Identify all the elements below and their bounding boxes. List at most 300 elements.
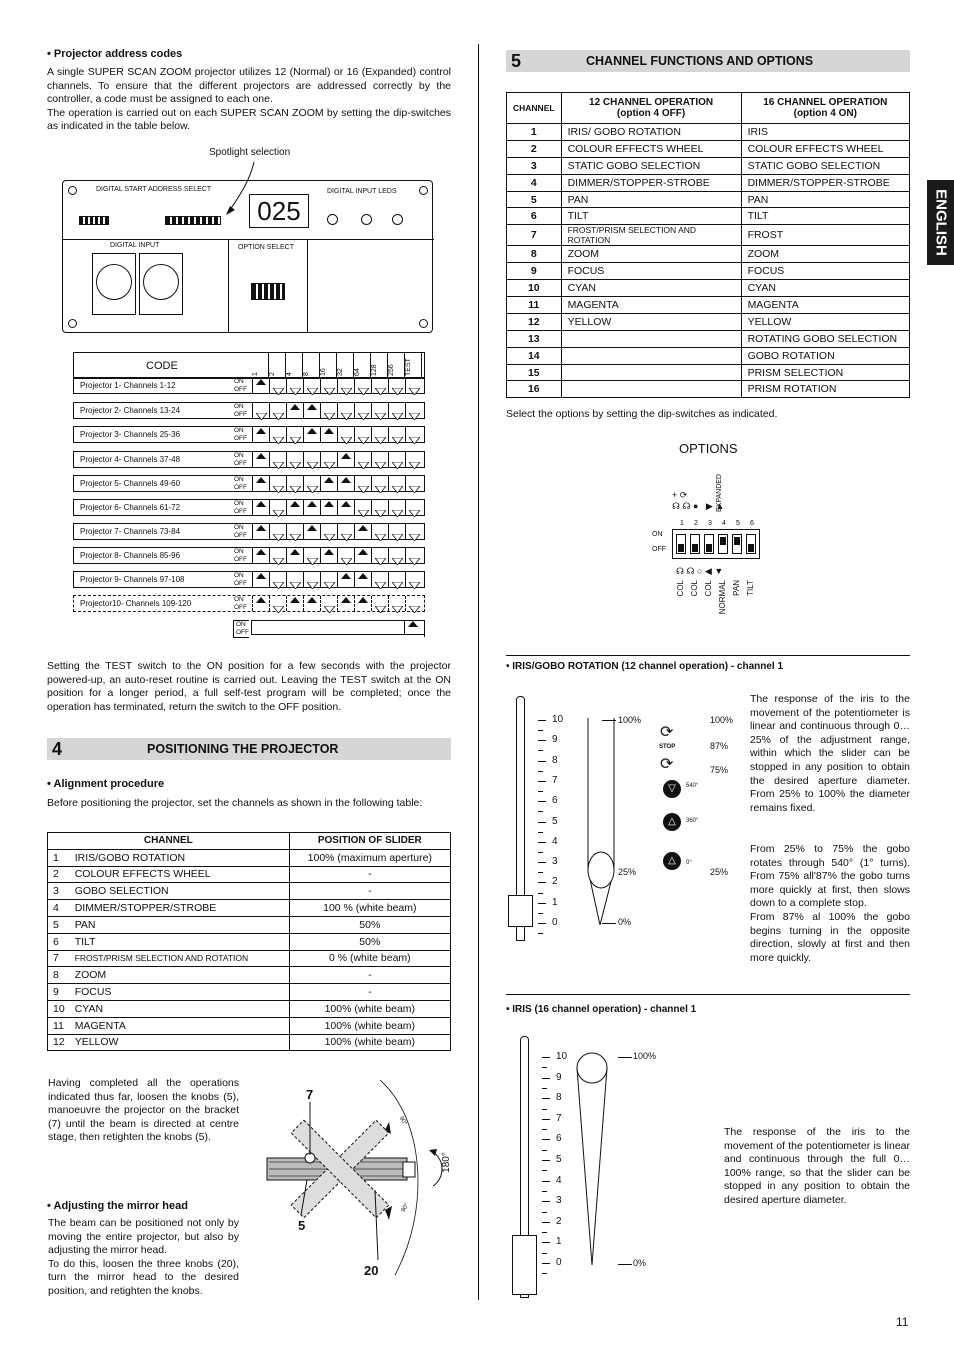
- pos-value: 100% (maximum aperture): [289, 849, 450, 866]
- dip-bit-8: [303, 524, 320, 539]
- ch-16: ROTATING GOBO SELECTION: [741, 330, 909, 347]
- ch-12: FOCUS: [561, 263, 741, 280]
- scale-label: 6: [552, 795, 558, 807]
- dip-bit-test: [405, 452, 422, 467]
- address-display: 025: [249, 194, 309, 228]
- scale-label: 1: [556, 1236, 562, 1248]
- projector-label: Projector 2- Channels 13-24: [80, 406, 181, 415]
- opt-on: ON: [652, 531, 663, 538]
- angle-label-bottom: 90°: [400, 1202, 411, 1214]
- opt-bottom-label: COL: [690, 580, 699, 597]
- align-title: • Alignment procedure: [47, 778, 165, 790]
- channel-row: [507, 381, 910, 398]
- ch-12: PAN: [561, 191, 741, 208]
- dip-bit-16: [320, 596, 337, 611]
- dip-bit-256: [388, 476, 405, 491]
- pos-row: [48, 916, 451, 933]
- dip-bit-2: [269, 548, 286, 563]
- on-off-labels: ON OFF: [234, 427, 247, 442]
- ch-16: FOCUS: [741, 263, 909, 280]
- dip-bit-32: [337, 378, 354, 393]
- digital-input-label: DIGITAL INPUT: [110, 242, 160, 249]
- projector-code-row: [73, 377, 425, 394]
- dip-bit-128: [371, 378, 388, 393]
- projector-label: Projector 3- Channels 25-36: [80, 430, 181, 439]
- mirror-title: • Adjusting the mirror head: [47, 1200, 188, 1212]
- pos-value: 50%: [289, 933, 450, 950]
- channel-row: [507, 208, 910, 225]
- dip-bit-16: [320, 524, 337, 539]
- align-paragraph: Before positioning the projector, set the channels as shown in the following table:: [47, 797, 423, 809]
- on-off-labels: ON OFF: [234, 596, 247, 611]
- ch-16: PRISM SELECTION: [741, 364, 909, 381]
- scale-label: 5: [556, 1154, 562, 1165]
- option-dip-switch[interactable]: [251, 283, 285, 300]
- channel-row: [507, 225, 910, 246]
- ch-num: 1: [507, 124, 562, 141]
- dip-bit-8: [303, 403, 320, 418]
- dip-bit-1: [252, 548, 269, 563]
- pos-row: [48, 967, 451, 984]
- ch-16: PRISM ROTATION: [741, 381, 909, 398]
- dip-bit-128: [371, 548, 388, 563]
- dip-bit-1: [252, 403, 269, 418]
- scale-label: 3: [556, 1195, 562, 1207]
- pos-name: ZOOM: [70, 967, 289, 984]
- dip-bit-4: [286, 548, 303, 563]
- position-table: [47, 832, 451, 1051]
- dip-bit-32: [337, 524, 354, 539]
- fader16-knob[interactable]: [512, 1235, 537, 1295]
- knob-20-label: 20: [364, 1263, 379, 1278]
- pos-value: 0 % (white beam): [289, 950, 450, 967]
- pos-row: [48, 933, 451, 950]
- projector-label: Projector 5- Channels 49-60: [80, 479, 181, 488]
- ch-16: ZOOM: [741, 246, 909, 263]
- code-col-128: 128: [371, 353, 388, 378]
- dip-bit-256: [388, 524, 405, 539]
- dip-bit-16: [320, 427, 337, 442]
- gobo-75: 75%: [710, 765, 729, 775]
- dip-bit-8: [303, 596, 320, 611]
- projector-label: Projector10- Channels 109-120: [80, 599, 192, 608]
- dip-bit-1: [252, 500, 269, 515]
- divider-1: [506, 655, 910, 656]
- scale-label: 10: [556, 1051, 568, 1062]
- dip-bit-test: [405, 548, 422, 563]
- iris-desc-2: From 25% to 75% the gobo rotates through 540° (1° turns). From 75% all'87% the gobo turns more quickly at first, then slows down to a complete stop. From 87% al 100% the gobo begins turning in the opposite direction, slowly at first and then more quickly.: [750, 843, 910, 964]
- column-divider: [478, 44, 479, 1300]
- dip-bit-128: [371, 476, 388, 491]
- input-leds-label: DIGITAL INPUT LEDS: [327, 188, 397, 195]
- ch-16: PAN: [741, 191, 909, 208]
- channel-row: [507, 330, 910, 347]
- scale-label: 4: [556, 1174, 562, 1186]
- dip-bit-2: [269, 476, 286, 491]
- ch-12: [561, 330, 741, 347]
- scale-label: 0: [552, 917, 558, 928]
- dip-bit-1: [252, 378, 269, 393]
- pos-num: 6: [48, 933, 70, 950]
- dip-bit-64: [354, 476, 371, 491]
- ch-12: ZOOM: [561, 246, 741, 263]
- channel-row: [507, 263, 910, 280]
- pos-row: [48, 1034, 451, 1051]
- channel-row: [507, 174, 910, 191]
- pos-num: 11: [48, 1017, 70, 1034]
- dip-bit-256: [388, 427, 405, 442]
- pos-col-slider: POSITION OF SLIDER: [289, 833, 450, 850]
- dip-bit-1: [252, 524, 269, 539]
- projector-label: Projector 1- Channels 1-12: [80, 381, 176, 390]
- section-5-bar: [506, 50, 910, 72]
- on-off-labels: ON OFF: [233, 620, 249, 638]
- pos-num: 3: [48, 883, 70, 900]
- pos-row: [48, 849, 451, 866]
- option-switch-2[interactable]: [690, 534, 700, 554]
- iris16-shape: [576, 1050, 610, 1270]
- ch-16: CYAN: [741, 280, 909, 297]
- scale-label: 9: [552, 734, 558, 746]
- spotlight-label: Spotlight selection: [209, 147, 291, 158]
- option-switch-3[interactable]: [704, 534, 714, 554]
- section-4-title: POSITIONING THE PROJECTOR: [147, 742, 339, 756]
- pos-num: 4: [48, 900, 70, 917]
- iris-0: 0%: [618, 917, 632, 927]
- code-header-box: [73, 352, 425, 379]
- dip-bit-16: [320, 476, 337, 491]
- dip-bit-16: [320, 500, 337, 515]
- dip-bit-32: [337, 596, 354, 611]
- scale-label: 4: [552, 835, 558, 847]
- dip-bit-128: [371, 596, 388, 611]
- iris16-100: 100%: [633, 1051, 657, 1061]
- dip-bit-1: [252, 596, 269, 611]
- option-icons-bottom: ☊ ☊ ○ ◀ ▼: [676, 566, 724, 576]
- dip-bit-128: [371, 500, 388, 515]
- channel-row: [507, 191, 910, 208]
- dip-bit-test: [405, 403, 422, 418]
- led-2: [361, 214, 372, 225]
- scale-label: 2: [556, 1215, 562, 1227]
- scale-label: 0: [556, 1257, 562, 1268]
- dip-bit-4: [286, 596, 303, 611]
- pos-value: -: [289, 967, 450, 984]
- pos-num: 1: [48, 849, 70, 866]
- ch-12: [561, 347, 741, 364]
- screw-bl: [68, 319, 77, 328]
- ch-16: STATIC GOBO SELECTION: [741, 157, 909, 174]
- dip-bit-128: [371, 403, 388, 418]
- iris16-desc: The response of the iris to the movement of the potentiometer is linear and continuous through the full 0…100% range, so that the slider can be stopped in any position to obtain the desired aperture diameter.: [724, 1126, 910, 1206]
- ch-12: DIMMER/STOPPER-STROBE: [561, 174, 741, 191]
- dip-bit-1: [252, 476, 269, 491]
- option-select-label: OPTION SELECT: [238, 244, 295, 251]
- ch-num: 5: [507, 191, 562, 208]
- pos-value: 100% (white beam): [289, 1000, 450, 1017]
- projector-label: Projector 7- Channels 73-84: [80, 527, 181, 536]
- led-3: [392, 214, 403, 225]
- dip-bit-32: [337, 500, 354, 515]
- scale-label: 7: [556, 1112, 562, 1124]
- pos-value: 100% (white beam): [289, 1017, 450, 1034]
- code-col-32: 32: [337, 353, 354, 378]
- channel-table: [506, 92, 910, 398]
- pos-value: 100% (white beam): [289, 1034, 450, 1051]
- channel-row: [507, 157, 910, 174]
- option-switch-5[interactable]: [732, 534, 742, 554]
- pos-value: 100 % (white beam): [289, 900, 450, 917]
- dip-bit-32: [337, 548, 354, 563]
- dip-bit-8: [303, 548, 320, 563]
- ch-12: IRIS/ GOBO ROTATION: [561, 124, 741, 141]
- dip-bit-256: [388, 378, 405, 393]
- dip-bit-128: [371, 524, 388, 539]
- iris-gobo-title: • IRIS/GOBO ROTATION (12 channel operation) - channel 1: [506, 661, 784, 672]
- on-off-labels: ON OFF: [234, 524, 247, 539]
- gobo-360: 360°: [686, 818, 699, 824]
- dip-bit-4: [286, 524, 303, 539]
- knob-5-label: 5: [298, 1218, 306, 1233]
- pos-name: PAN: [70, 916, 289, 933]
- dip-bit-test: [405, 476, 422, 491]
- on-off-labels: ON OFF: [234, 500, 247, 515]
- dip-bit-1: [252, 572, 269, 587]
- ch-16: IRIS: [741, 124, 909, 141]
- pos-value: -: [289, 883, 450, 900]
- dip-bit-test: [405, 572, 422, 587]
- ch-16: GOBO ROTATION: [741, 347, 909, 364]
- scale-label: 7: [552, 774, 558, 786]
- rotation-180-label: 180°: [440, 1152, 452, 1173]
- opt-bottom-label: COL: [704, 580, 713, 597]
- pos-row: [48, 1017, 451, 1034]
- ch-16: YELLOW: [741, 313, 909, 330]
- option-switch-4[interactable]: [718, 534, 728, 554]
- dip-bit-test: [405, 427, 422, 442]
- gobo-87: 87%: [710, 741, 729, 751]
- ch-num: 12: [507, 313, 562, 330]
- scale-label: 8: [552, 754, 558, 766]
- dip-bit-16: [320, 378, 337, 393]
- dip-bit-4: [286, 378, 303, 393]
- ch-num: 13: [507, 330, 562, 347]
- knob-7-label: 7: [306, 1087, 314, 1102]
- gobo-540: 540°: [686, 783, 699, 789]
- on-off-labels: ON OFF: [234, 452, 247, 467]
- dip-bit-128: [371, 427, 388, 442]
- dip-bit-8: [303, 500, 320, 515]
- opt-bottom-label: PAN: [732, 580, 741, 596]
- options-title: OPTIONS: [679, 441, 738, 456]
- scale-label: 2: [552, 876, 558, 888]
- gobo-540-icon: ▽: [663, 780, 681, 798]
- led-1: [327, 214, 338, 225]
- opt-num: 3: [708, 520, 712, 527]
- pos-row: [48, 950, 451, 967]
- projector-code-row: [73, 426, 425, 443]
- pos-name: CYAN: [70, 1000, 289, 1017]
- ch-12: FROST/PRISM SELECTION AND ROTATION: [561, 225, 741, 246]
- iris-gobo-figure: [506, 690, 744, 960]
- scale-label: 10: [552, 714, 564, 725]
- dip-bit-8: [303, 427, 320, 442]
- pos-num: 10: [48, 1000, 70, 1017]
- on-off-labels: ON OFF: [234, 378, 247, 393]
- pos-value: -: [289, 984, 450, 1001]
- iris16-0: 0%: [633, 1258, 647, 1268]
- pos-name: DIMMER/STOPPER/STROBE: [70, 900, 289, 917]
- dip-bit-4: [286, 427, 303, 442]
- ch-num: 4: [507, 174, 562, 191]
- pos-num: 7: [48, 950, 70, 967]
- ch-12: CYAN: [561, 280, 741, 297]
- options-dip-switch[interactable]: [672, 529, 760, 559]
- scale-label: 1: [552, 896, 558, 908]
- gobo-rotate-icon-1: ⟳: [660, 724, 674, 741]
- pos-name: YELLOW: [70, 1034, 289, 1051]
- screw-br: [419, 319, 428, 328]
- dip-bit-8: [303, 378, 320, 393]
- scale-label: 9: [556, 1071, 562, 1083]
- dip-bit-64: [354, 572, 371, 587]
- ch-num: 14: [507, 347, 562, 364]
- screw-tl: [68, 186, 77, 195]
- pos-num: 12: [48, 1034, 70, 1051]
- dip-bit-16: [320, 452, 337, 467]
- completed-paragraph: Having completed all the operations indicated thus far, loosen the knobs (5), manoeuvre the projector on the bracket (7) until the beam is directed at centre stage, then retighten the knobs (5).: [48, 1077, 239, 1144]
- gobo-rotate-icon-2: ⟳: [660, 756, 674, 773]
- dip-bit-2: [269, 452, 286, 467]
- gobo-25: 25%: [710, 867, 729, 877]
- pos-name: COLOUR EFFECTS WHEEL: [70, 866, 289, 883]
- projector-code-row: [73, 547, 425, 564]
- ch-col-channel: CHANNEL: [507, 93, 562, 124]
- options-dip-figure: [650, 468, 770, 628]
- on-off-labels: ON OFF: [234, 476, 247, 491]
- xlr-input-2: [139, 253, 183, 315]
- projector-code-row: [73, 523, 425, 540]
- code-col-16: 16: [320, 353, 337, 378]
- option-icons-top: + ⟳ ☊ ☊ ● ▶ ▲: [672, 490, 725, 511]
- dip-switch-block-a[interactable]: [79, 216, 109, 225]
- ch-num: 11: [507, 297, 562, 314]
- dip-bit-32: [337, 572, 354, 587]
- opt-num: 1: [680, 520, 684, 527]
- pos-row: [48, 883, 451, 900]
- dip-bit-64: [354, 500, 371, 515]
- dip-bit-64: [354, 452, 371, 467]
- channel-row: [507, 140, 910, 157]
- projector-label: Projector 8- Channels 85-96: [80, 551, 181, 560]
- ch-num: 3: [507, 157, 562, 174]
- channel-row: [507, 313, 910, 330]
- projector-code-row: [73, 571, 425, 588]
- dip-bit-2: [269, 403, 286, 418]
- fader-knob[interactable]: [508, 895, 533, 927]
- channel-row: [507, 297, 910, 314]
- control-panel: [62, 180, 433, 333]
- dip-bit-2: [269, 596, 286, 611]
- iris-desc-1: The response of the iris to the movement of the potentiometer is linear and continuous through 0…25% of the adjustment range, within which the slider can be stopped in any position to obtain the desired aperture diameter. From 25% to 100% the diameter remains fixed.: [750, 693, 910, 814]
- dip-bit-256: [388, 548, 405, 563]
- test-paragraph: Setting the TEST switch to the ON position for a few seconds with the projector powered-up, an auto-reset routine is carried out. Leaving the TEST switch at the ON position for a longer period, a full self-test program will be completed; once the operation has terminated, return the switch to the OFF position.: [47, 660, 451, 713]
- opt-off: OFF: [652, 546, 666, 553]
- dip-bit-256: [388, 403, 405, 418]
- dip-bit-test: [405, 378, 422, 393]
- code-col-4: 4: [286, 353, 303, 378]
- pos-num: 2: [48, 866, 70, 883]
- projector-bracket-figure: [255, 1080, 475, 1280]
- ch-12: STATIC GOBO SELECTION: [561, 157, 741, 174]
- page-number: 11: [896, 1315, 909, 1329]
- scale-label: 6: [556, 1133, 562, 1145]
- code-col-64: 64: [354, 353, 371, 378]
- option-switch-1[interactable]: [676, 534, 686, 554]
- projector-code-row: [73, 475, 425, 492]
- channel-row: [507, 364, 910, 381]
- mirror-paragraph: The beam can be positioned not only by moving the entire projector, but also by adjusting the mirror head. To do this, loosen the three knobs (20), turn the mirror head to the desired position, and retighten the knobs.: [48, 1217, 239, 1297]
- pos-value: -: [289, 866, 450, 883]
- gobo-100: 100%: [710, 715, 734, 725]
- code-col-test: TEST: [405, 353, 422, 378]
- dip-bit-64: [354, 378, 371, 393]
- dip-bit-128: [371, 452, 388, 467]
- ch-num: 15: [507, 364, 562, 381]
- dip-bit-8: [303, 452, 320, 467]
- dip-bit-2: [269, 427, 286, 442]
- option-switch-6[interactable]: [746, 534, 756, 554]
- opt-num: 6: [750, 520, 754, 527]
- pos-name: FROST/PRISM SELECTION AND ROTATION: [70, 950, 289, 967]
- ch-12: [561, 364, 741, 381]
- dip-bit-1: [252, 452, 269, 467]
- gobo-stop: STOP: [659, 744, 676, 750]
- dip-bit-1: [252, 427, 269, 442]
- dip-bit-2: [269, 572, 286, 587]
- addr-paragraph: A single SUPER SCAN ZOOM projector utilizes 12 (Normal) or 16 (Expanded) control channels. To ensure that the different projectors are addressed correctly by the controller, a code must be assigned to each one. The operation is carried out on each SUPER SCAN ZOOM by setting the dip-switches as indicated in the table below.: [47, 66, 451, 133]
- dip-bit-2: [269, 378, 286, 393]
- pos-row: [48, 1000, 451, 1017]
- iris-25: 25%: [618, 867, 637, 877]
- dip-bit-test: [405, 596, 422, 611]
- ch-16: COLOUR EFFECTS WHEEL: [741, 140, 909, 157]
- scale-label: 3: [552, 856, 558, 868]
- on-off-labels: ON OFF: [234, 548, 247, 563]
- divider-2: [506, 994, 910, 995]
- iris16-title: • IRIS (16 channel operation) - channel 1: [506, 1004, 697, 1015]
- channel-row: [507, 124, 910, 141]
- opt-num: 2: [694, 520, 698, 527]
- gobo-0-icon: △: [663, 852, 681, 870]
- section-5-number: 5: [511, 51, 522, 71]
- pos-num: 5: [48, 916, 70, 933]
- section-4-number: 4: [52, 739, 63, 759]
- dip-bit-32: [337, 476, 354, 491]
- dip-bit-2: [269, 500, 286, 515]
- screw-tr: [419, 186, 428, 195]
- dip-bit-8: [303, 572, 320, 587]
- ch-num: 10: [507, 280, 562, 297]
- scale-label: 8: [556, 1092, 562, 1104]
- select-options-text: Select the options by setting the dip-switches as indicated.: [506, 408, 778, 420]
- dip-switch-block-b[interactable]: [165, 216, 221, 225]
- dip-bit-16: [320, 403, 337, 418]
- projector-label: Projector 4- Channels 37-48: [80, 455, 181, 464]
- pos-num: 9: [48, 984, 70, 1001]
- ch-16: FROST: [741, 225, 909, 246]
- code-col-2: 2: [269, 353, 286, 378]
